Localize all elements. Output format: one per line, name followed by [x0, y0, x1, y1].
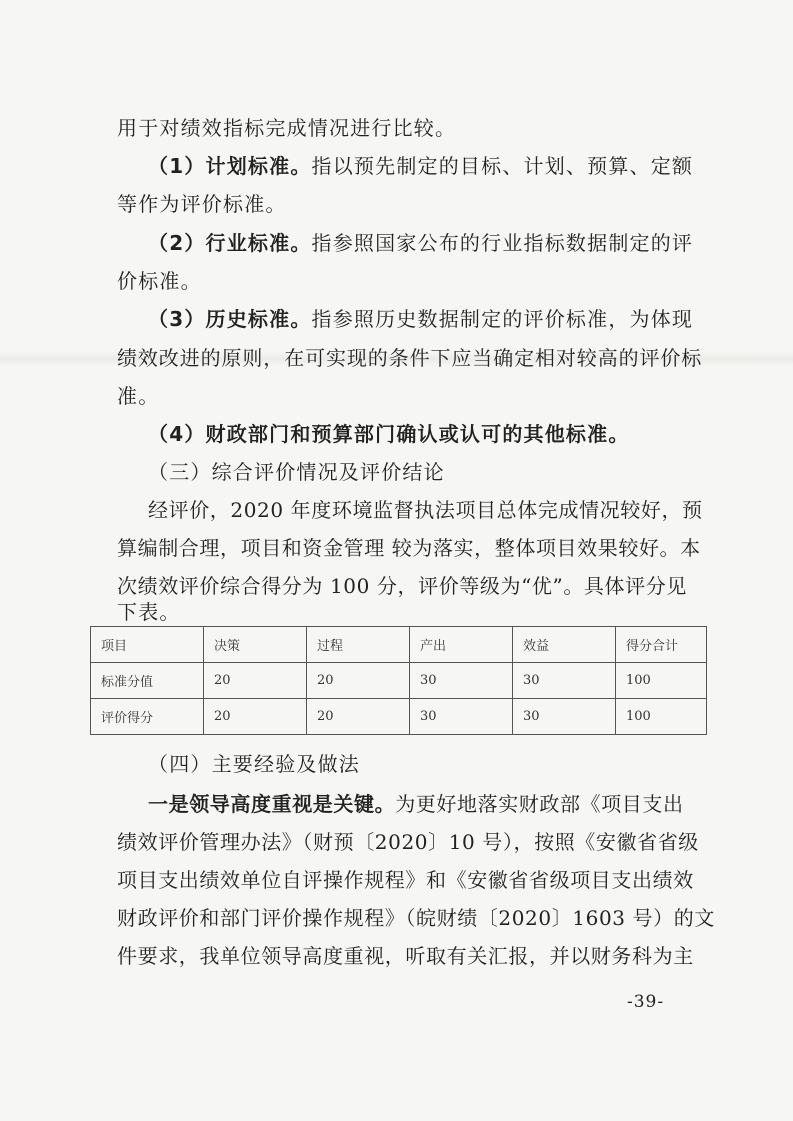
paragraph-4-label: 一是领导高度重视是关键。 [148, 792, 396, 816]
table-cell: 30 [513, 699, 616, 735]
text-line: 价标准。 [117, 269, 202, 293]
heading-3: （三）综合评价情况及评价结论 [148, 460, 445, 484]
text-line: 绩效评价管理办法》（财预〔2020〕10 号），按照《安徽省省级 [117, 830, 699, 854]
text-line: 绩效改进的原则，在可实现的条件下应当确定相对较高的评价标 [117, 346, 703, 370]
table-header-row [91, 627, 707, 663]
text-line: 下表。 [117, 600, 181, 624]
text-line: 次绩效评价综合得分为 100 分，评价等级为“优”。具体评分见 [117, 574, 687, 598]
section-3 [148, 305, 693, 333]
table-cell: 30 [513, 663, 616, 699]
text-line: 准。 [117, 384, 160, 408]
table-cell: 效益 [513, 627, 616, 663]
section-2-text: 指参照国家公布的行业指标数据制定的评 [311, 231, 694, 255]
table-cell: 评价得分 [91, 699, 204, 735]
text-line: 件要求，我单位领导高度重视，听取有关汇报，并以财务科为主 [117, 944, 694, 968]
text-line: 项目支出绩效单位自评操作规程》和《安徽省省级项目支出绩效 [117, 868, 694, 892]
table-cell: 得分合计 [616, 627, 707, 663]
table-cell: 100 [616, 699, 707, 735]
text-line: 等作为评价标准。 [117, 192, 287, 216]
heading-4: （四）主要经验及做法 [148, 752, 360, 776]
table-row [91, 699, 707, 735]
table-row [91, 663, 707, 699]
text-line: 算编制合理，项目和资金管理 较为落实，整体项目效果较好。本 [117, 536, 701, 560]
table-cell: 20 [307, 699, 410, 735]
section-1 [148, 152, 693, 180]
section-2 [148, 229, 693, 257]
table-cell: 30 [410, 699, 513, 735]
section-1-label: （1）计划标准。 [148, 154, 312, 178]
text-line: 财政评价和部门评价操作规程》（皖财绩〔2020〕1603 号）的文 [117, 906, 715, 930]
table-cell: 20 [307, 663, 410, 699]
table-cell: 20 [204, 663, 307, 699]
table-cell: 100 [616, 663, 707, 699]
table-cell: 项目 [91, 627, 204, 663]
section-4: （4）财政部门和预算部门确认或认可的其他标准。 [148, 422, 630, 446]
score-table [90, 626, 707, 735]
text-line: 经评价，2020 年度环境监督执法项目总体完成情况较好，预 [148, 498, 703, 522]
section-1-text: 指以预先制定的目标、计划、预算、定额 [311, 154, 694, 178]
section-3-label: （3）历史标准。 [148, 307, 312, 331]
page-number: -39- [627, 992, 665, 1012]
table-cell: 产出 [410, 627, 513, 663]
text-line: 用于对绩效指标完成情况进行比较。 [117, 116, 457, 140]
table-cell: 20 [204, 699, 307, 735]
table-cell: 决策 [204, 627, 307, 663]
section-2-label: （2）行业标准。 [148, 231, 312, 255]
table-cell: 标准分值 [91, 663, 204, 699]
paragraph-4-first-line [148, 790, 684, 818]
section-3-text: 指参照历史数据制定的评价标准，为体现 [311, 307, 694, 331]
table-cell: 过程 [307, 627, 410, 663]
paragraph-4-text: 为更好地落实财政部《项目支出 [395, 792, 684, 816]
table-cell: 30 [410, 663, 513, 699]
